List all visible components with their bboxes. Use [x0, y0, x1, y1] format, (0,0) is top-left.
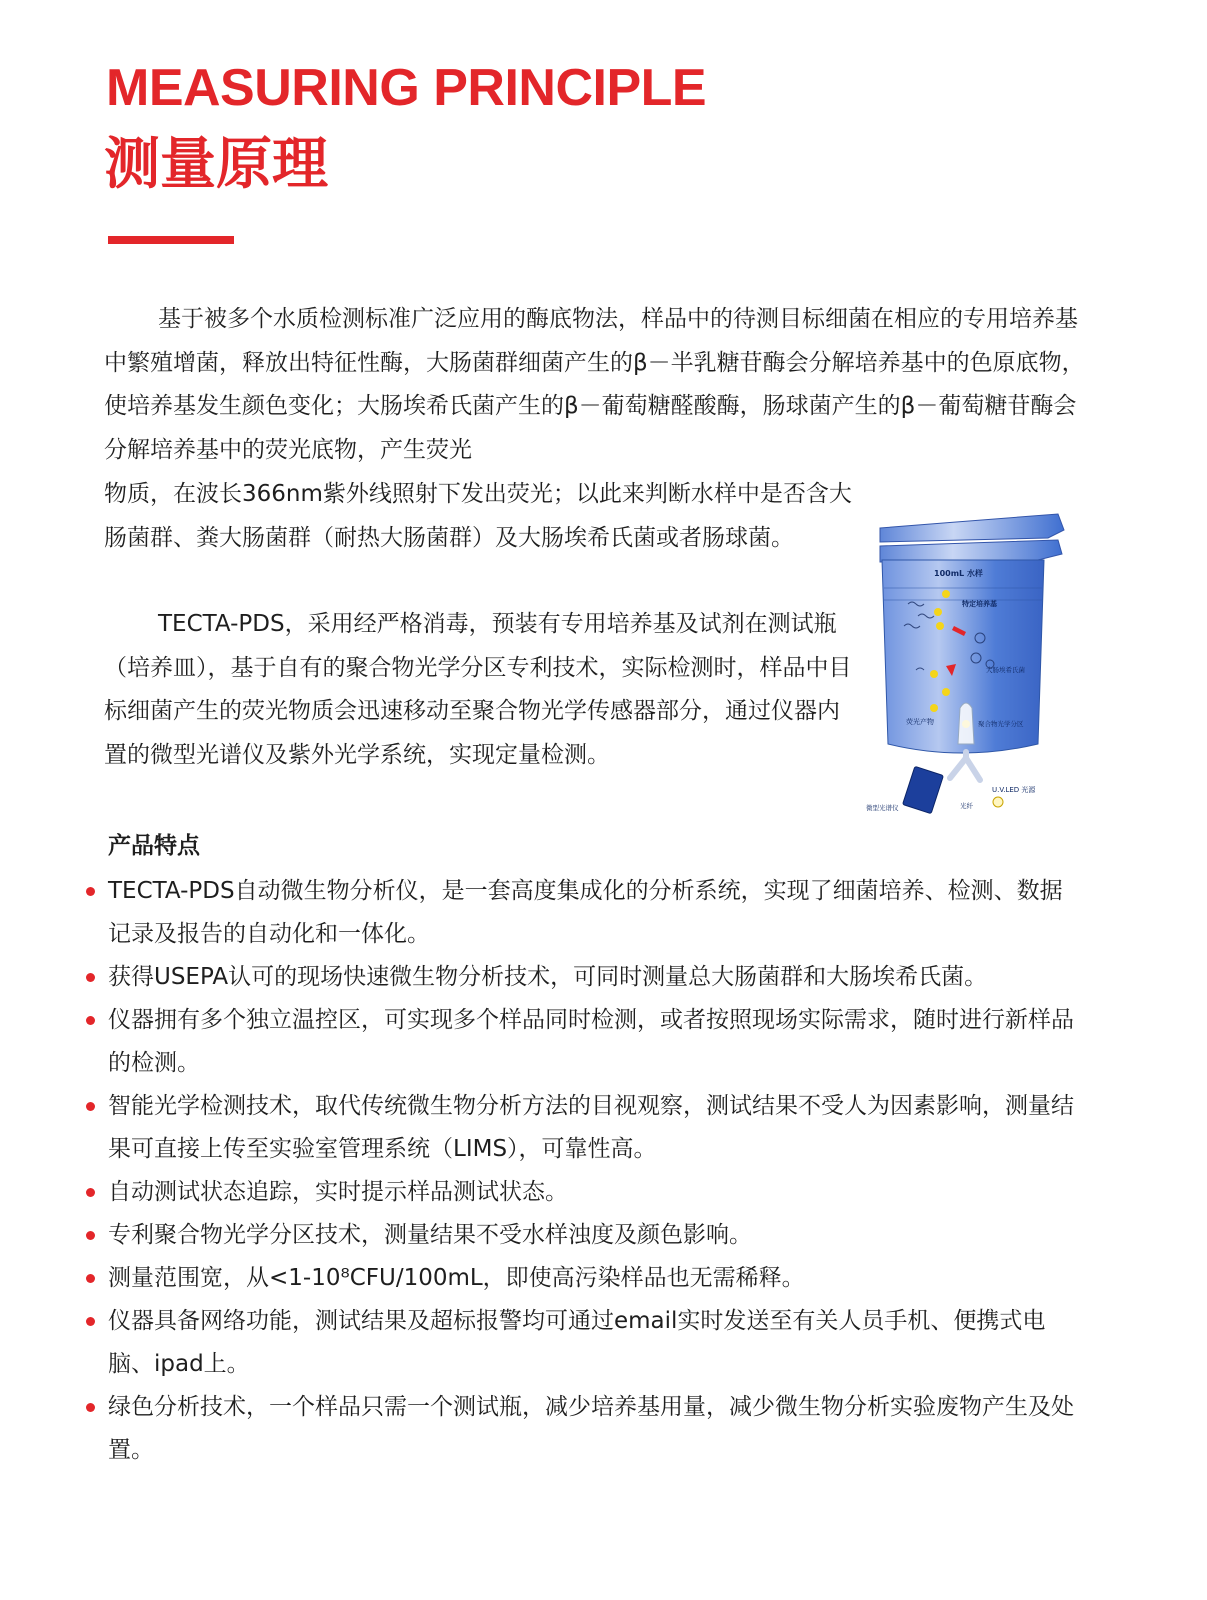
bullet-icon	[86, 1274, 95, 1283]
bottle-cap-flange	[880, 540, 1062, 562]
uv-led	[993, 797, 1003, 807]
label-volume: 100mL 水样	[934, 569, 983, 578]
page-title-cn: 测量原理	[104, 132, 328, 197]
spectrometer	[903, 766, 944, 813]
feature-text: 智能光学检测技术，取代传统微生物分析方法的目视观察，测试结果不受人为因素影响，测量结果可直接上传至实验室管理系统（LIMS），可靠性高。	[108, 1093, 1074, 1162]
feature-item	[86, 999, 1076, 1085]
feature-text: 专利聚合物光学分区技术，测量结果不受水样浊度及颜色影响。	[108, 1222, 752, 1248]
label-medium: 特定培养基	[962, 600, 997, 608]
intro-paragraph-3	[104, 603, 856, 777]
feature-text: TECTA-PDS自动微生物分析仪，是一套高度集成化的分析系统，实现了细菌培养、检测、数据记录及报告的自动化和一体化。	[108, 878, 1063, 947]
label-spectrometer: 微型光谱仪	[866, 804, 899, 812]
bullet-icon	[86, 1317, 95, 1326]
bottle-cap	[880, 514, 1064, 542]
feature-item	[86, 870, 1076, 956]
title-underline	[108, 236, 234, 244]
test-bottle-diagram	[858, 508, 1068, 830]
feature-text: 仪器具备网络功能，测试结果及超标报警均可通过email实时发送至有关人员手机、便携式电脑、ipad上。	[108, 1308, 1046, 1377]
feature-item	[86, 1386, 1076, 1472]
feature-text: 仪器拥有多个独立温控区，可实现多个样品同时检测，或者按照现场实际需求，随时进行新样品的检测。	[108, 1007, 1074, 1076]
bullet-icon	[86, 1102, 95, 1111]
label-bacteria: 大肠埃希氏菌	[986, 666, 1025, 674]
page-title-en: MEASURING PRINCIPLE	[106, 59, 707, 117]
polymer-optical-zone	[958, 703, 974, 744]
feature-text: 绿色分析技术，一个样品只需一个测试瓶，减少培养基用量，减少微生物分析实验废物产生及处置。	[108, 1394, 1074, 1463]
label-polymer: 聚合物光学分区	[978, 720, 1024, 728]
bullet-icon	[86, 1188, 95, 1197]
optical-fiber	[950, 752, 980, 780]
feature-item	[86, 1214, 1076, 1257]
features-list	[86, 870, 1076, 1472]
bullet-icon	[86, 973, 95, 982]
feature-item	[86, 1257, 1076, 1300]
feature-item	[86, 1171, 1076, 1214]
intro-paragraph-3-text: TECTA-PDS，采用经严格消毒，预装有专用培养基及试剂在测试瓶（培养皿），基于自有的聚合物光学分区专利技术，实际检测时，样品中目标细菌产生的荧光物质会迅速移动至聚合物光学传感器部分，通过仪器内置的微型光谱仪及紫外光学系统，实现定量检测。	[104, 611, 852, 768]
feature-text: 测量范围宽，从<1-10⁸CFU/100mL，即使高污染样品也无需稀释。	[108, 1265, 805, 1291]
bullet-icon	[86, 1016, 95, 1025]
intro-paragraph-1-text: 基于被多个水质检测标准广泛应用的酶底物法，样品中的待测目标细菌在相应的专用培养基中繁殖增菌，释放出特征性酶，大肠菌群细菌产生的β－半乳糖苷酶会分解培养基中的色原底物，使培养基发生颜色变化；大肠埃希氏菌产生的β－葡萄糖醛酸酶，肠球菌产生的β－葡萄糖苷酶会分解培养基中的荧光底物，产生荧光	[104, 306, 1085, 463]
label-uv: U.V.LED 光源	[992, 786, 1036, 794]
intro-paragraph-1	[104, 298, 1094, 472]
label-fiber: 光纤	[960, 802, 973, 810]
features-title: 产品特点	[108, 833, 200, 859]
bullet-icon	[86, 887, 95, 896]
bullet-icon	[86, 1403, 95, 1412]
bullet-icon	[86, 1231, 95, 1240]
intro-paragraph-2-text: 物质，在波长366nm紫外线照射下发出荧光；以此来判断水样中是否含大肠菌群、粪大肠菌群（耐热大肠菌群）及大肠埃希氏菌或者肠球菌。	[104, 481, 852, 551]
feature-item	[86, 956, 1076, 999]
intro-paragraph-2	[104, 473, 856, 560]
feature-item	[86, 1085, 1076, 1171]
feature-text: 自动测试状态追踪，实时提示样品测试状态。	[108, 1179, 568, 1205]
label-fluorescent: 荧光产物	[906, 718, 934, 726]
feature-item	[86, 1300, 1076, 1386]
feature-text: 获得USEPA认可的现场快速微生物分析技术，可同时测量总大肠菌群和大肠埃希氏菌。	[108, 964, 988, 990]
